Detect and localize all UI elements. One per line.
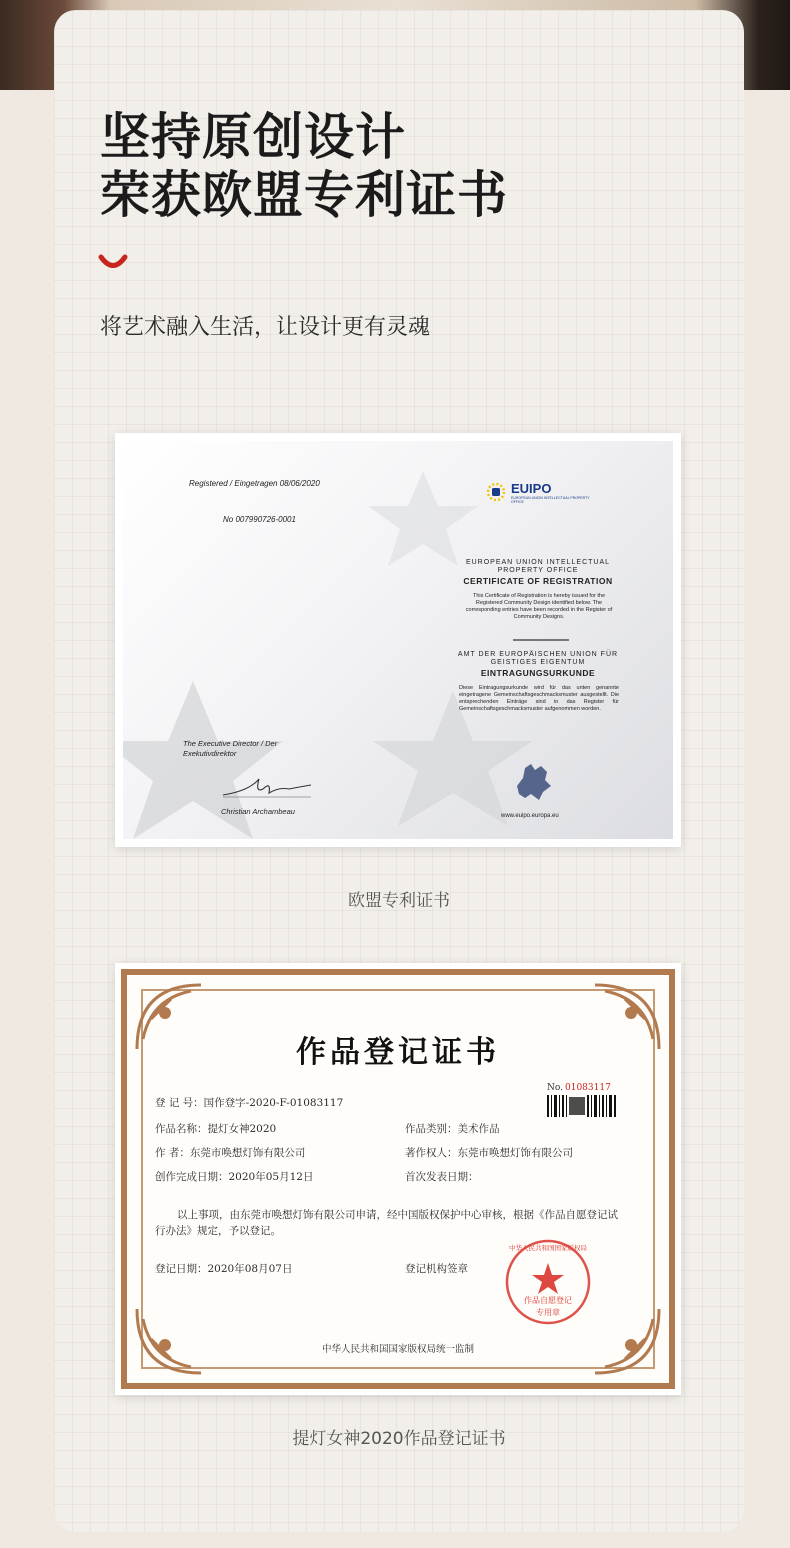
euipo-website: www.euipo.europa.eu [501, 813, 559, 819]
copyright-owner: 著作权人：东莞市唤想灯饰有限公司 [405, 1147, 573, 1159]
divider [513, 639, 569, 641]
certificate-title: 作品登记证书 [296, 1035, 500, 1070]
first-publication-date: 首次发表日期： [405, 1171, 479, 1183]
corner-ornament-icon [131, 1299, 211, 1379]
author: 作 者：东莞市唤想灯饰有限公司 [155, 1147, 306, 1159]
registration-number: 登 记 号：国作登字-2020-F-01083117 [155, 1097, 344, 1109]
certificate-body-de: Diese Eintragungsurkunde wird für das unten genannte eingetragene Gemeinschaftsgeschmacksmuster ausgestellt. Die entsprechenden Einträge sind in das Register für Gemeinschaftsgeschmacksmuster aufgenommen worden. [459, 685, 619, 712]
corner-ornament-icon [585, 1299, 665, 1379]
content-card [54, 10, 744, 1532]
work-type: 作品类别：美术作品 [405, 1123, 500, 1135]
certificate-footer: 中华人民共和国国家版权局统一监制 [321, 1344, 474, 1355]
certificate-body-en: This Certificate of Registration is hereby issued for the Registered Community Design identified below. The corresponding entries have been recorded in the Register of Community Designs. [465, 593, 613, 620]
signature-icon [219, 771, 315, 801]
certificate-title-en: CERTIFICATE OF REGISTRATION [463, 576, 613, 586]
registered-date: Registered / Eingetragen 08/06/2020 [189, 479, 320, 488]
euipo-logo-icon [485, 481, 507, 503]
subline: 将艺术融入生活，让设计更有灵魂 [100, 315, 431, 340]
seal-inner-text-1: 作品自愿登记 [524, 1296, 572, 1305]
headline-line-1: 坚持原创设计 [100, 108, 406, 166]
seal-outer-text: 中华人民共和国国家版权局 [509, 1244, 587, 1252]
serial-label: No. [547, 1083, 563, 1093]
certificate-title-de: EINTRAGUNGSURKUNDE [480, 668, 596, 678]
eu-certificate-image [115, 433, 681, 847]
office-name-en-2: PROPERTY OFFICE [497, 567, 579, 574]
euipo-logo-subtitle: EUROPEAN UNION INTELLECTUAL PROPERTY OFFICE [511, 496, 590, 504]
executive-director: The Executive Director / Der Exekutivdirektor [183, 739, 278, 758]
office-name-en-1: EUROPEAN UNION INTELLECTUAL [465, 559, 611, 566]
signatory-name: Christian Archambeau [221, 807, 295, 816]
smile-accent-icon [98, 254, 128, 270]
certificate-body: 以上事项，由东莞市唤想灯饰有限公司申请，经中国版权保护中心审核，根据《作品自愿登记试行办法》规定，予以登记。 [155, 1209, 618, 1237]
europe-map-icon [511, 756, 555, 802]
office-name-de-1: AMT DER EUROPÄISCHEN UNION FÜR [457, 651, 619, 658]
eu-certificate-sheet [123, 441, 673, 839]
work-name: 作品名称：提灯女神2020 [155, 1123, 277, 1135]
completion-date: 创作完成日期：2020年05月12日 [155, 1171, 314, 1183]
official-seal [503, 1237, 593, 1327]
headline-line-2: 荣获欧盟专利证书 [100, 166, 508, 224]
office-name-de-2: GEISTIGES EIGENTUM [490, 659, 586, 666]
agency-seal-label: 登记机构签章 [405, 1263, 468, 1275]
registration-number: No 007990726-0001 [223, 515, 296, 524]
registration-date: 登记日期：2020年08月07日 [155, 1263, 293, 1275]
seal-inner-text-2: 专用章 [536, 1308, 560, 1317]
headline [100, 108, 508, 224]
eu-certificate-caption: 欧盟专利证书 [348, 891, 450, 911]
serial-number: 01083117 [565, 1083, 611, 1093]
barcode-icon [547, 1095, 617, 1117]
cn-certificate-caption: 提灯女神2020作品登记证书 [292, 1429, 506, 1449]
cn-certificate-image [115, 963, 681, 1395]
euipo-logo-text: EUIPO [511, 481, 552, 496]
certificate-border [121, 969, 675, 1389]
